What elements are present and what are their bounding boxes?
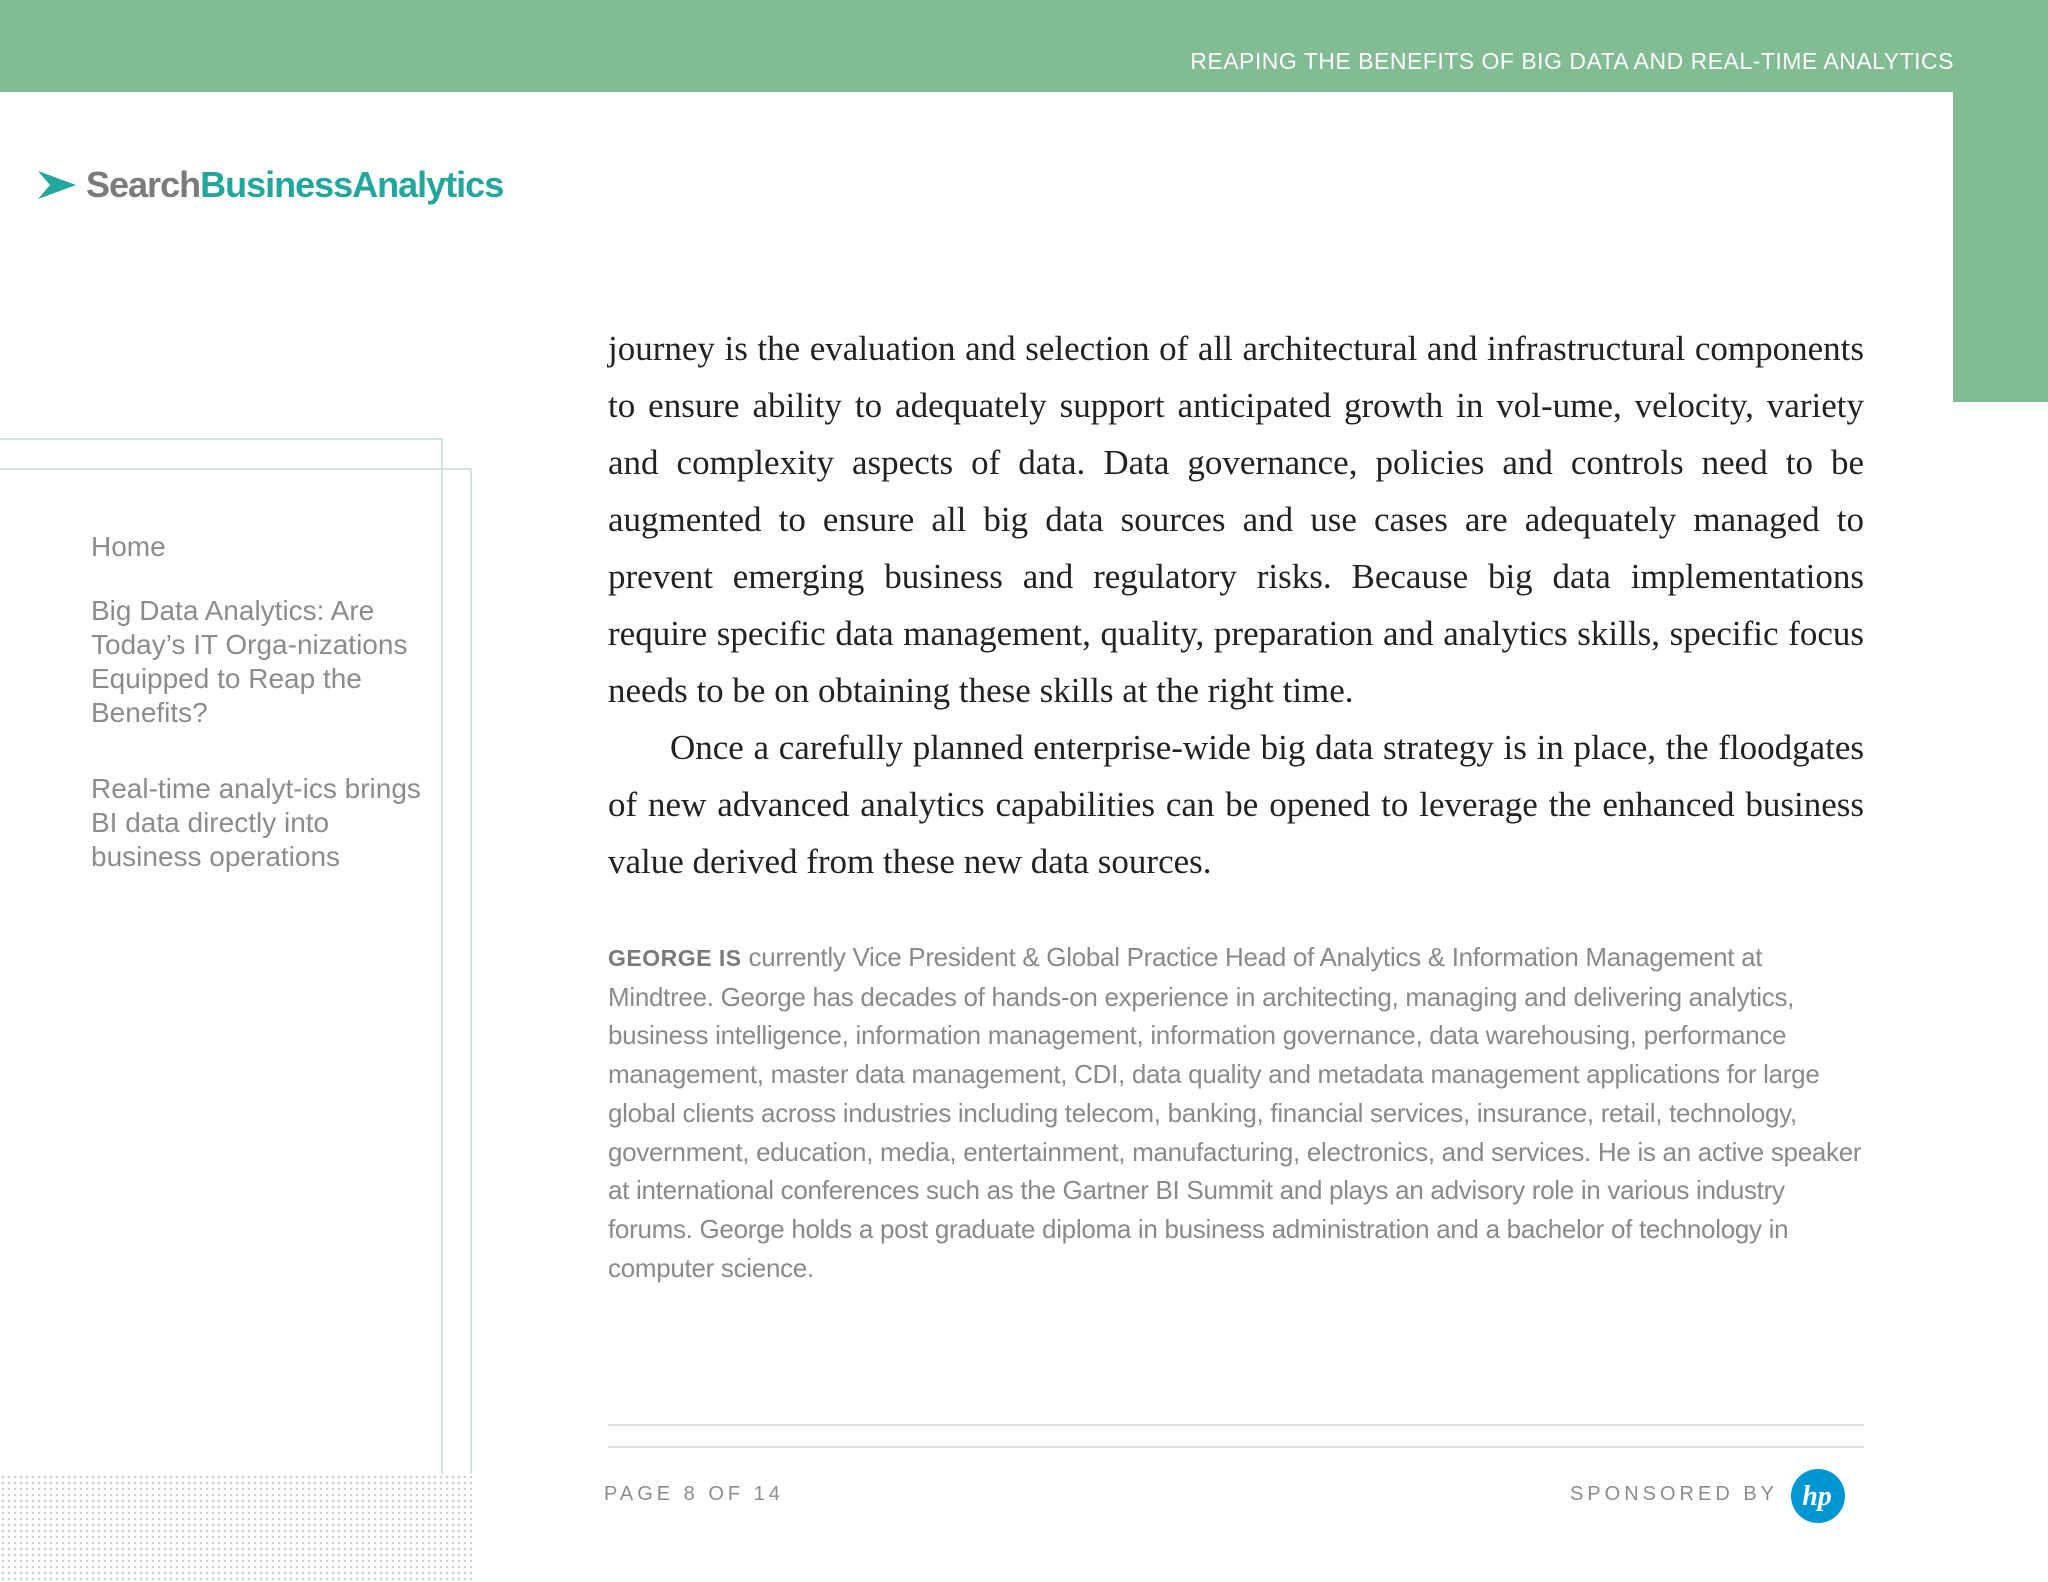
nav-item-home[interactable]: Home [91,531,166,562]
author-bio [608,938,1864,1287]
logo-text-search: Search [86,164,201,205]
publication-title: REAPING THE BENEFITS OF BIG DATA AND REAL-TIME ANALYTICS [1190,48,1954,74]
footer-rule-top [608,1424,1864,1426]
sponsored-by-label: SPONSORED BY [1569,1483,1778,1505]
svg-text:hp: hp [1802,1481,1832,1512]
frame-line-top-outer [0,438,442,440]
article-paragraph: journey is the evaluation and selection of all architectural and infrastructural components to ensure ability to adequately support anticipated growth in vol-ume, velocity, variety and complexity aspects of data. Data governance, policies and controls need to be augmented to ensure all big data sources and use cases are adequately managed to prevent emerging business and regulatory risks. Because big data implementations require specific data management, quality, preparation and analytics skills, specific focus needs to be on obtaining these skills at the right time. [608,329,1864,710]
nav-item-big-data-analytics[interactable]: Big Data Analytics: Are Today’s IT Orga-nizations Equipped to Reap the Benefits? [91,595,408,728]
header-band [0,0,2048,92]
site-logo[interactable] [36,160,503,210]
hp-logo-icon[interactable] [1790,1468,1846,1524]
frame-line-top-inner [0,468,472,470]
dot-pattern [0,1474,472,1582]
footer-rule-bottom [608,1446,1864,1448]
author-bio-text: currently Vice President & Global Practice Head of Analytics & Information Management at Mindtree. George has decades of hands-on experience in architecting, managing and delivering analytics, business intelligence, information management, information governance, data warehousing, performance management, master data management, CDI, data quality and metadata management applications for large global clients across industries including telecom, banking, financial services, insurance, retail, technology, government, education, media, entertainment, manufacturing, electronics, and services. He is an active speaker at international conferences such as the Gartner BI Summit and plays an advisory role in various industry forums. George holds a post graduate diploma in business administration and a bachelor of technology in computer science. [608,942,1862,1283]
arrow-icon [36,167,78,203]
sidebar-nav [91,530,431,916]
logo-text-brand: BusinessAnalytics [200,164,504,205]
author-bio-lead: GEORGE IS [608,945,742,971]
article-body [608,320,1864,1287]
frame-line-right-outer [441,438,443,1474]
side-accent-tab [1953,92,2048,402]
nav-item-real-time-analytics[interactable]: Real-time analyt-ics brings BI data directly into business operations [91,773,421,872]
frame-line-right-inner [470,468,472,1474]
page-number: PAGE 8 OF 14 [604,1483,784,1505]
article-paragraph: Once a carefully planned enterprise-wide big data strategy is in place, the floodgates of new advanced analytics capabilities can be opened to leverage the enhanced business value derived from these new data sources. [608,728,1864,881]
